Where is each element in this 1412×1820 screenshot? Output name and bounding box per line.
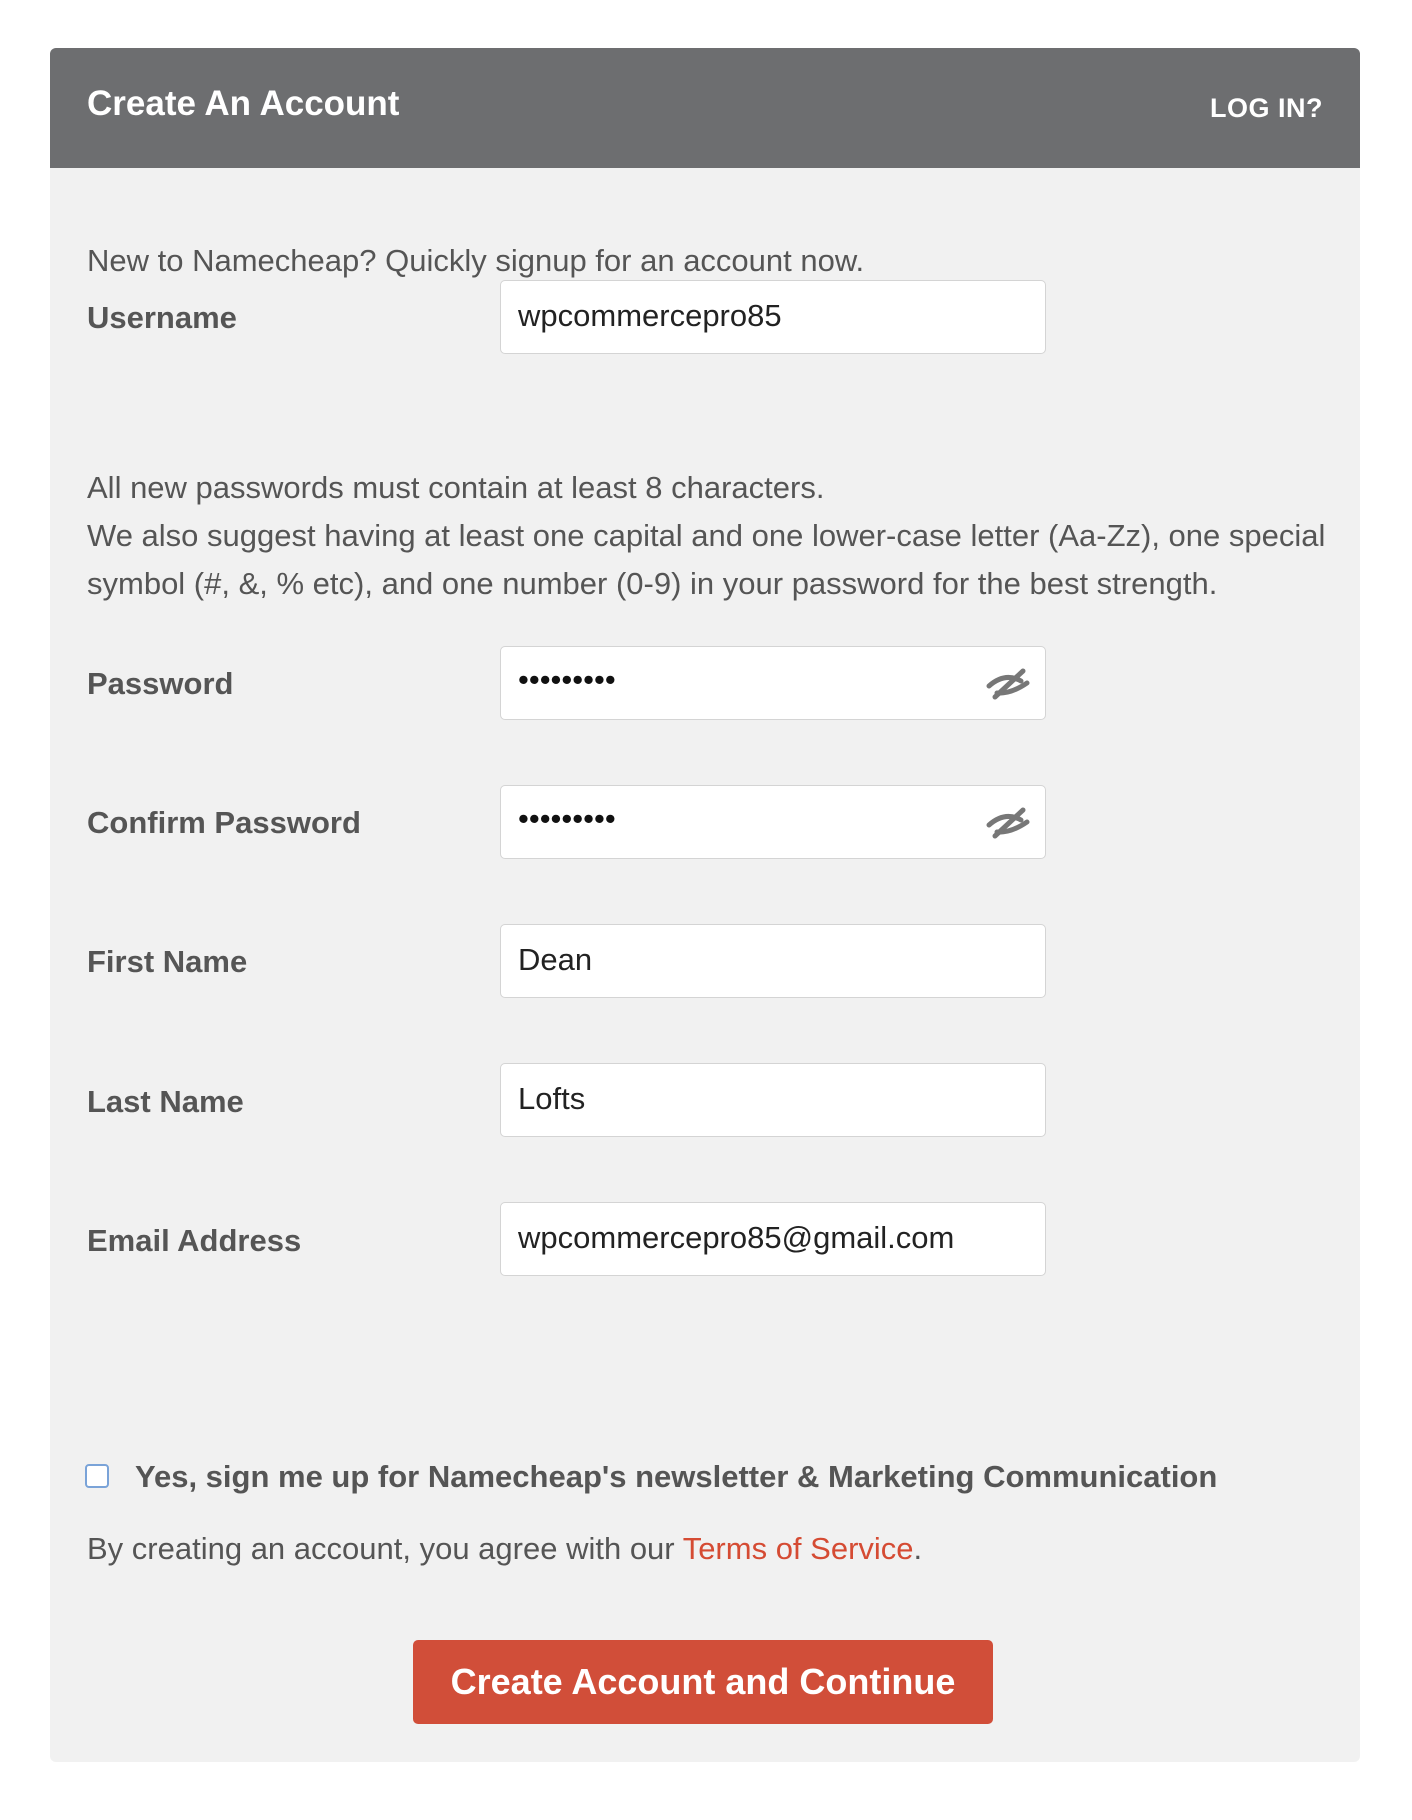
password-input[interactable]: [500, 646, 1046, 720]
page-title: Create An Account: [87, 84, 400, 123]
first-name-input[interactable]: [500, 924, 1046, 998]
newsletter-checkbox[interactable]: [85, 1464, 109, 1488]
first-name-label: First Name: [87, 944, 248, 979]
login-link[interactable]: LOG IN?: [1210, 93, 1323, 123]
confirm-password-value: •••••••••: [518, 801, 616, 836]
create-account-button[interactable]: Create Account and Continue: [413, 1640, 993, 1724]
last-name-value: Lofts: [518, 1081, 586, 1116]
username-value: wpcommercepro85: [518, 298, 782, 333]
eye-slash-icon[interactable]: [985, 806, 1031, 840]
agreement-prefix: By creating an account, you agree with our: [87, 1531, 683, 1566]
password-hint-line2: We also suggest having at least one capital and one lower-case letter (Aa-Zz), one special symbol (#, &, % etc), and one number (0-9) in your password for the best strength.: [87, 518, 1326, 601]
last-name-input[interactable]: [500, 1063, 1046, 1137]
panel-header: [50, 48, 1360, 168]
email-input[interactable]: [500, 1202, 1046, 1276]
terms-of-service-link[interactable]: Terms of Service: [682, 1531, 914, 1566]
newsletter-label[interactable]: Yes, sign me up for Namecheap's newsletter & Marketing Communication: [135, 1459, 1218, 1494]
password-value: •••••••••: [518, 662, 616, 697]
last-name-label: Last Name: [87, 1084, 244, 1119]
terms-agreement: [87, 1530, 922, 1568]
signup-panel: [50, 48, 1360, 1762]
confirm-password-label: Confirm Password: [87, 805, 361, 840]
intro-text: New to Namecheap? Quickly signup for an account now.: [87, 243, 865, 278]
password-hint-line1: All new passwords must contain at least 8 characters.: [87, 470, 825, 505]
username-input[interactable]: [500, 280, 1046, 354]
confirm-password-input[interactable]: [500, 785, 1046, 859]
email-value: wpcommercepro85@gmail.com: [518, 1220, 955, 1255]
first-name-value: Dean: [518, 942, 593, 977]
eye-slash-icon[interactable]: [985, 667, 1031, 701]
email-label: Email Address: [87, 1223, 302, 1258]
password-label: Password: [87, 666, 234, 701]
agreement-suffix: .: [913, 1531, 923, 1566]
username-label: Username: [87, 300, 237, 335]
password-hint: [87, 464, 1327, 608]
